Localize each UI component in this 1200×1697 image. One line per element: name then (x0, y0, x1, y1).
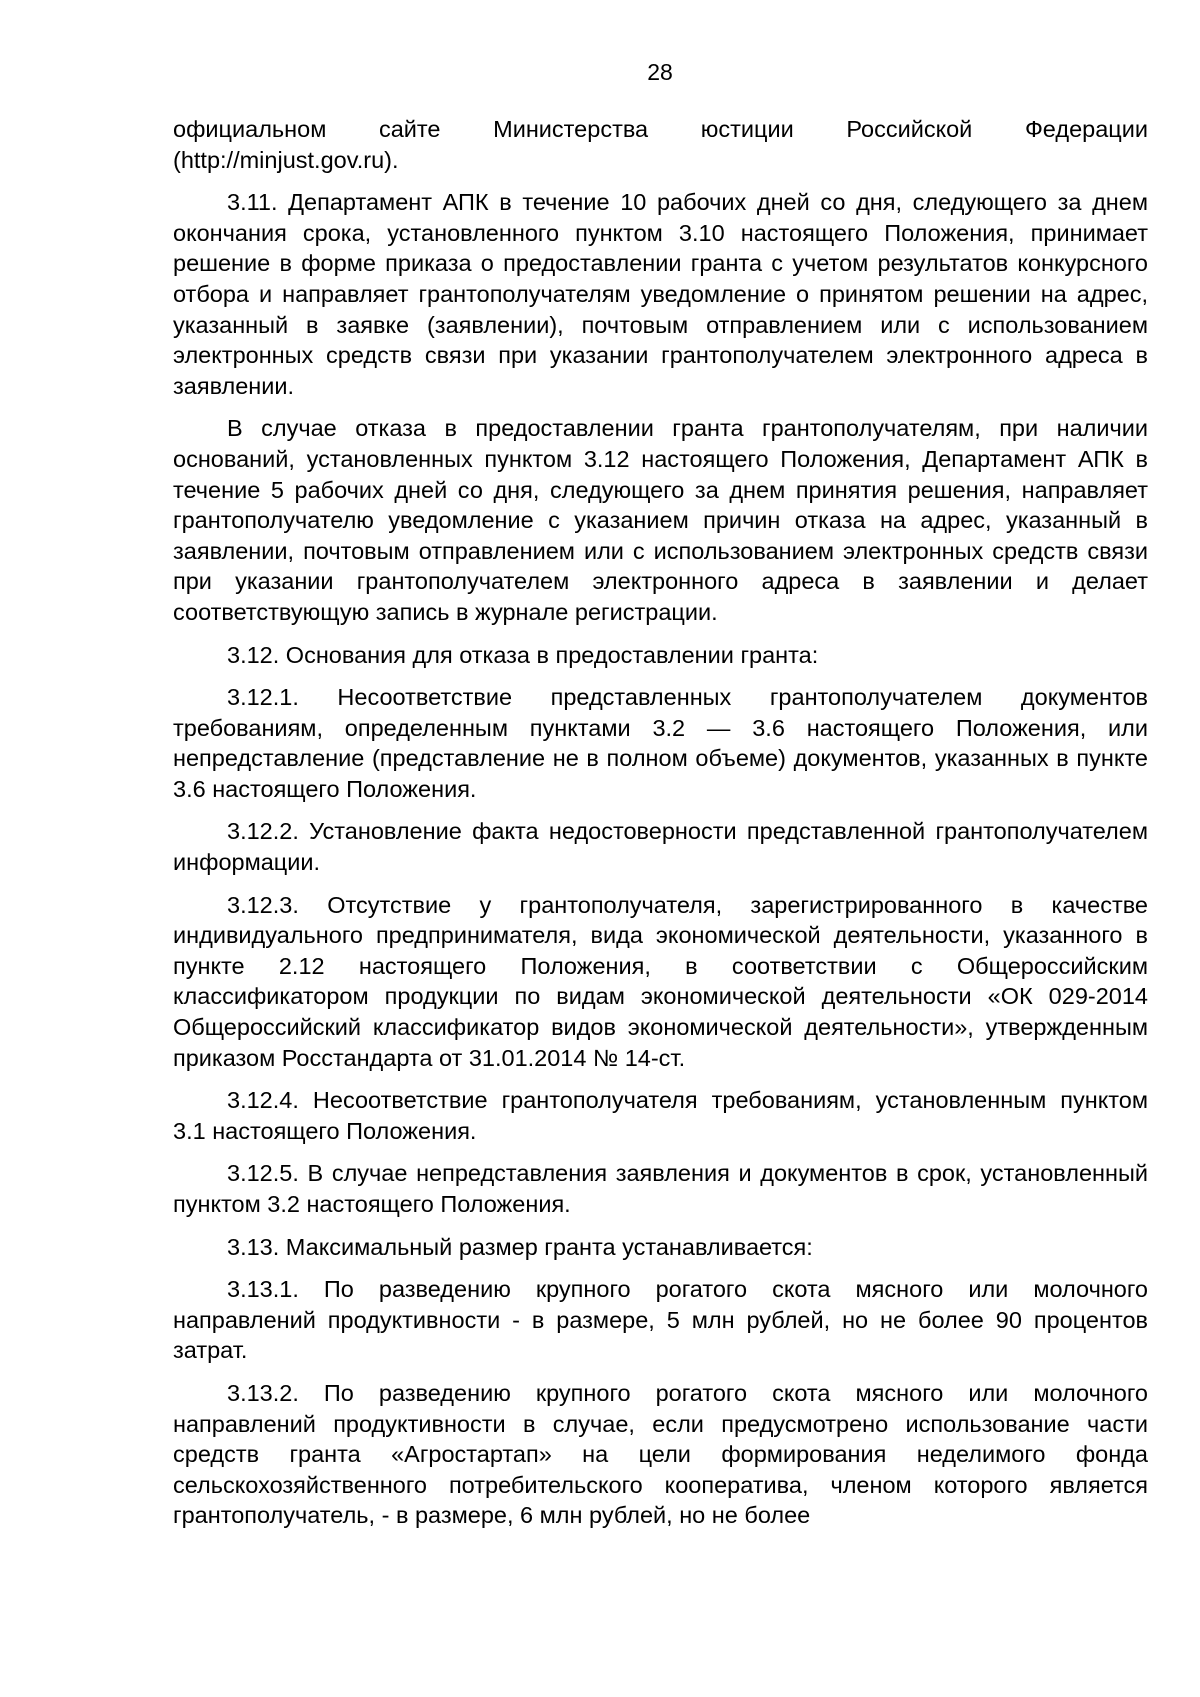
paragraph-3-12-1: 3.12.1. Несоответствие представленных грантополучателем документов требованиям, определенным пунктами 3.2 — 3.6 настоящего Положения, или непредставление (представление не в полном объеме) документов, указанных в пункте 3.6 настоящего Положения. (173, 684, 1148, 802)
page-number: 28 (647, 59, 673, 85)
paragraph-3-13-1: 3.13.1. По разведению крупного рогатого скота мясного или молочного направлений продуктивности - в размере, 5 млн рублей, но не более 90 процентов затрат. (173, 1276, 1148, 1364)
paragraph-3-13-2: 3.13.2. По разведению крупного рогатого скота мясного или молочного направлений продуктивности в случае, если предусмотрено использование части средств гранта «Агростартап» на цели формирования неделимого фонда сельскохозяйственного потребительского кооператива, членом которого является грантополучатель, - в размере, 6 млн рублей, но не более (173, 1379, 1148, 1529)
document-body (173, 114, 1148, 1531)
paragraph-3-12-5: 3.12.5. В случае непредставления заявления и документов в срок, установленный пунктом 3.2 настоящего Положения. (173, 1160, 1148, 1217)
paragraph-refusal-notice: В случае отказа в предоставлении гранта грантополучателям, при наличии оснований, установленных пунктом 3.12 настоящего Положения, Департамент АПК в течение 5 рабочих дней со дня, следующего за днем принятия решения, направляет грантополучателю уведомление с указанием причин отказа на адрес, указанный в заявлении, почтовым отправлением или с использованием электронных средств связи при указании грантополучателем электронного адреса в заявлении и делает соответствующую запись в журнале регистрации. (173, 415, 1148, 625)
paragraph-3-13: 3.13. Максимальный размер гранта устанавливается: (227, 1233, 813, 1260)
paragraph-continuation: официальном сайте Министерства юстиции Российской Федерации (http://minjust.gov.ru). (173, 116, 1148, 173)
paragraph-3-12: 3.12. Основания для отказа в предоставлении гранта: (227, 641, 819, 668)
paragraph-3-12-4: 3.12.4. Несоответствие грантополучателя требованиям, установленным пунктом 3.1 настоящего Положения. (173, 1087, 1148, 1144)
paragraph-3-12-3: 3.12.3. Отсутствие у грантополучателя, зарегистрированного в качестве индивидуального предпринимателя, вида экономической деятельности, указанного в пункте 2.12 настоящего Положения, в соответствии с Общероссийским классификатором продукции по видам экономической деятельности «ОК 029-2014 Общероссийский классификатор видов экономической деятельности», утвержденным приказом Росстандарта от 31.01.2014 № 14-ст. (173, 891, 1148, 1071)
paragraph-3-11: 3.11. Департамент АПК в течение 10 рабочих дней со дня, следующего за днем окончания срока, установленного пунктом 3.10 настоящего Положения, принимает решение в форме приказа о предоставлении гранта с учетом результатов конкурсного отбора и направляет грантополучателям уведомление о принятом решении на адрес, указанный в заявке (заявлении), почтовым отправлением или с использованием электронных средств связи при указании грантополучателем электронного адреса в заявлении. (173, 189, 1148, 399)
paragraph-3-12-2: 3.12.2. Установление факта недостоверности представленной грантополучателем информации. (173, 818, 1148, 876)
